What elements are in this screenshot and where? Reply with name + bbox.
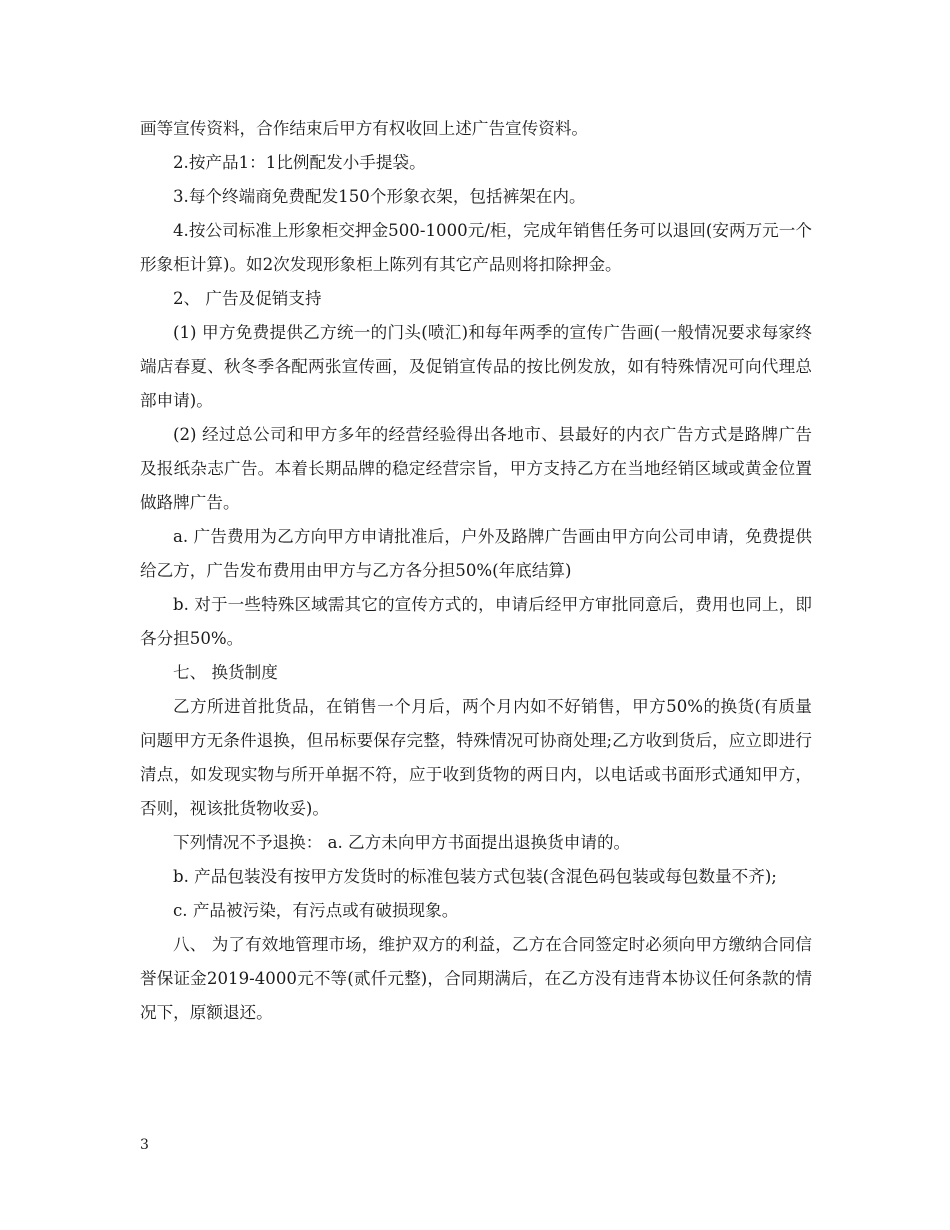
paragraph-12: c. 产品被污染，有污点或有破损现象。 — [173, 901, 459, 920]
section-heading-exchange: 七、 换货制度 — [173, 663, 278, 682]
paragraph-13: 八、 为了有效地管理市场，维护双方的利益，乙方在合同签定时必须向甲方缴纳合同信誉保证金2019-4000元不等(贰仟元整)，合同期满后，在乙方没有违背本协议任何条款的情况下，原额退还。 — [140, 935, 812, 1022]
paragraph-10: 下列情况不予退换： a. 乙方未向甲方书面提出退换货申请的。 — [173, 833, 631, 852]
paragraph-11: b. 产品包装没有按甲方发货时的标准包装方式包装(含混色码包装或每包数量不齐); — [173, 867, 777, 886]
paragraph-7: a. 广告费用为乙方向甲方申请批准后，户外及路牌广告画由甲方向公司申请，免费提供给乙方，广告发布费用由甲方与乙方各分担50%(年底结算) — [140, 527, 812, 580]
document-body — [140, 112, 812, 1030]
paragraph-4: 4.按公司标准上形象柜交押金500-1000元/柜，完成年销售任务可以退回(安两万元一个形象柜计算)。如2次发现形象柜上陈列有其它产品则将扣除押金。 — [140, 221, 812, 274]
paragraph-6: (2) 经过总公司和甲方多年的经营经验得出各地市、县最好的内衣广告方式是路牌广告及报纸杂志广告。本着长期品牌的稳定经营宗旨，甲方支持乙方在当地经销区域或黄金位置做路牌广告。 — [140, 425, 812, 512]
page-number: 3 — [140, 1137, 149, 1153]
paragraph-1: 画等宣传资料，合作结束后甲方有权收回上述广告宣传资料。 — [140, 119, 589, 138]
section-heading-ad-support: 2、 广告及促销支持 — [173, 289, 322, 308]
paragraph-9: 乙方所进首批货品，在销售一个月后，两个月内如不好销售，甲方50%的换货(有质量问题甲方无条件退换，但吊标要保存完整，特殊情况可协商处理;乙方收到货后，应立即进行清点，如发现实物与所开单据不符，应于收到货物的两日内，以电话或书面形式通知甲方，否则，视该批货物收妥)。 — [140, 697, 812, 818]
paragraph-2: 2.按产品1：1比例配发小手提袋。 — [173, 153, 426, 172]
paragraph-5: (1) 甲方免费提供乙方统一的门头(喷汇)和每年两季的宣传广告画(一般情况要求每家终端店春夏、秋冬季各配两张宣传画，及促销宣传品的按比例发放，如有特殊情况可向代理总部申请)。 — [140, 323, 812, 410]
paragraph-3: 3.每个终端商免费配发150个形象衣架，包括裤架在内。 — [173, 187, 586, 206]
paragraph-8: b. 对于一些特殊区域需其它的宣传方式的，申请后经甲方审批同意后，费用也同上，即各分担50%。 — [140, 595, 812, 648]
